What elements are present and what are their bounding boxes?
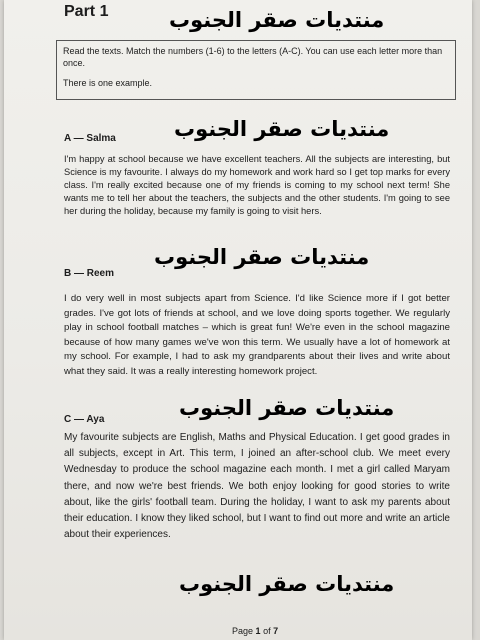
of-word: of	[263, 626, 271, 636]
section-text-c: My favourite subjects are English, Maths and Physical Education. I get good grades in all subjects, except in Art. This term, I joined an after-school club. We meet every Wednesday to produce the school magazine each month. I met a girl called Maryam there, and now we're best friends. We both enjoy looking for good stories to write about, like the girls' football team. During the holiday, I want to ask my parents about their education. I know they liked school, but I want to find out more and write an article about their experiences.	[64, 432, 450, 541]
watermark-text: منتديات صقر الجنوب	[169, 8, 385, 32]
watermark-text: منتديات صقر الجنوب	[174, 117, 390, 141]
watermark-text: منتديات صقر الجنوب	[179, 572, 395, 596]
instructions-example-note: There is one example.	[63, 78, 153, 88]
instructions-box	[56, 40, 456, 100]
page-number	[232, 626, 278, 636]
instructions-text: Read the texts. Match the numbers (1-6) to the letters (A-C). You can use each letter more than once.	[63, 46, 443, 68]
page-current: 1	[255, 626, 261, 636]
part-title: Part 1	[64, 3, 109, 20]
section-label-c: C — Aya	[64, 414, 105, 425]
page-word: Page	[232, 626, 254, 636]
document-page	[4, 0, 472, 640]
section-label-b: B — Reem	[64, 268, 115, 279]
section-text-a: I'm happy at school because we have excellent teachers. All the subjects are interesting, but Science is my favourite. I always do my homework and work hard so I get top marks for every class. I'm really excited because one of my friends is coming to my school next term! She wants me to tell her about the teachers, the subjects and the other students. I'm going to see her during the holiday, because my family is going to visit hers.	[64, 154, 450, 216]
section-label-a: A — Salma	[64, 133, 116, 144]
watermark-text: منتديات صقر الجنوب	[154, 245, 370, 269]
watermark-text: منتديات صقر الجنوب	[179, 396, 395, 420]
page-total: 7	[273, 626, 279, 636]
section-text-b: I do very well in most subjects apart from Science. I'd like Science more if I got better grades. I've got lots of friends at school, and we love doing sports together. We regularly play in school football matches – which is great fun! We're even in the school magazine because of how many games we've won this term. We usually have a lot of homework at my school. For example, I had to ask my grandparents about their lives and write about what they said. It was a really interesting homework project.	[64, 293, 450, 377]
